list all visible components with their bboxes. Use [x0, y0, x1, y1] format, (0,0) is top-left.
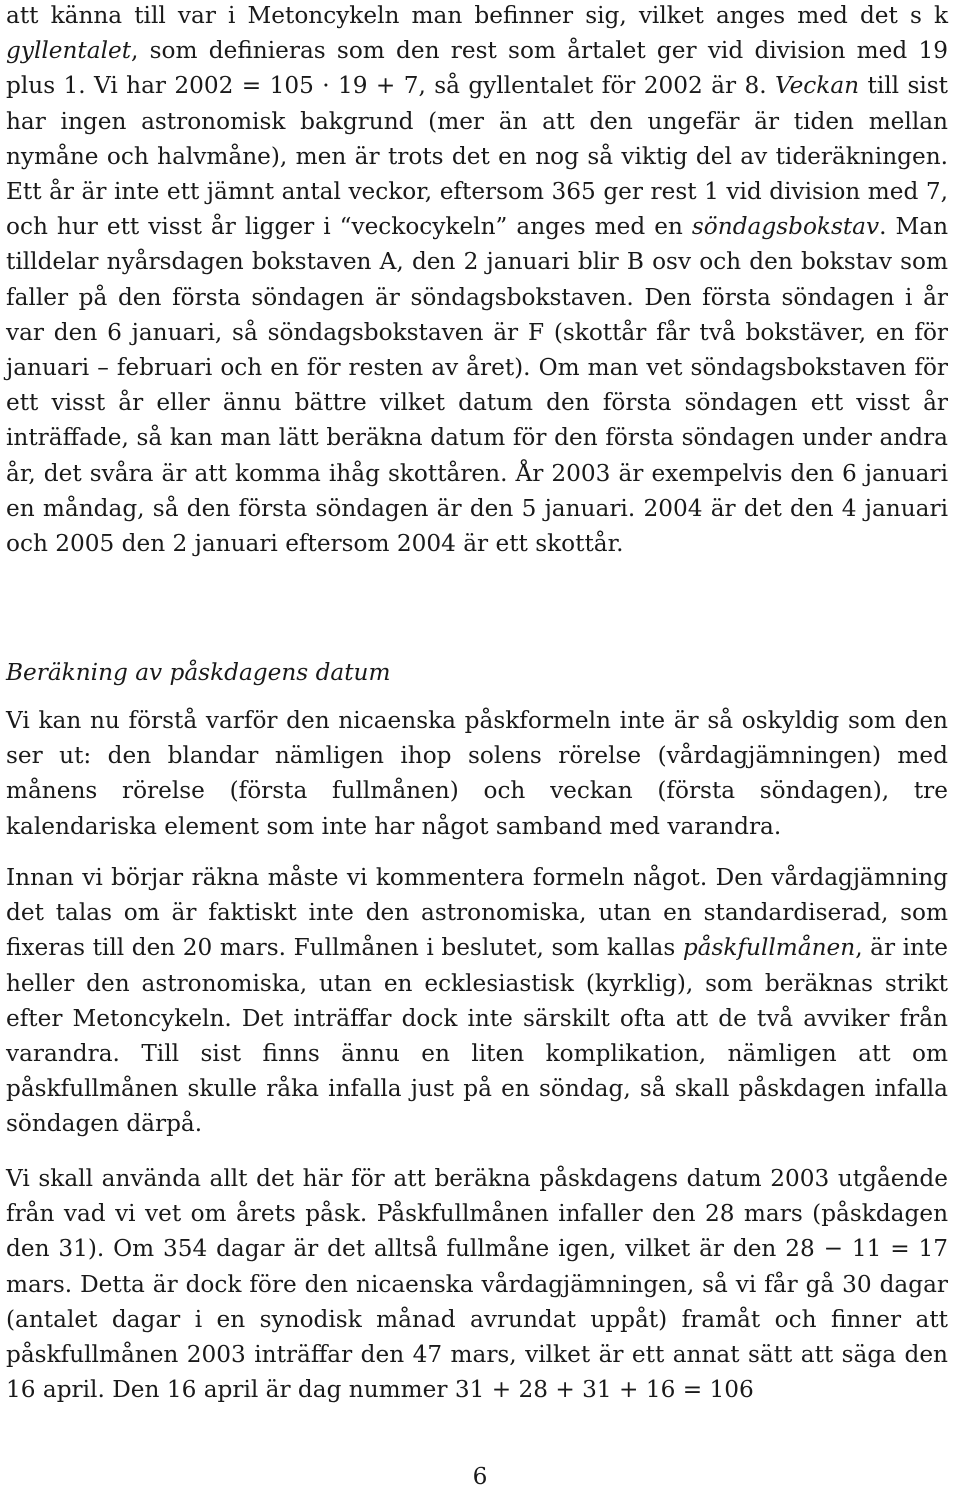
- paragraph-formula-comments: [6, 860, 948, 1142]
- paragraph-easter-formula: Vi kan nu förstå varför den nicaenska påskformeln inte är så oskyldig som den ser ut: den blandar nämligen ihop solens rörelse (vårdagjämningen) med månens rörelse (första fullmånen) och veckan (första söndagen), tre kalendariska element som inte har något samband med varandra.: [6, 707, 948, 840]
- term-veckan: Veckan: [774, 72, 860, 100]
- text-span: till sist har ingen astronomisk bakgrund (mer än att den ungefär är tiden mellan nymåne och halvmåne), men är trots det en nog så viktig del av tideräkningen. Ett år är inte ett jämnt antal veckor, eftersom 365 ger rest 1 vid division med 7, och hur ett visst år ligger i “veckocykeln” anges med en: [6, 72, 948, 241]
- term-paskfullmanen: påskfullmånen: [682, 934, 856, 962]
- paragraph-metoncycle-week: [6, 0, 948, 561]
- text-span: Innan vi börjar räkna måste vi kommentera formeln något. Den vårdagjämning det talas om är faktiskt inte den astronomiska, utan en standardiserad, som fixeras till den 20 mars. Fullmånen i beslutet, som kallas: [6, 864, 948, 962]
- text-span: . Man tilldelar nyårsdagen bokstaven A, den 2 januari blir B osv och den bokstav som faller på den första söndagen är söndagsbokstaven. Den första söndagen i år var den 6 januari, så söndagsbokstaven är F (skottår får två bokstäver, en för januari – februari och en för resten av året). Om man vet söndagsbokstaven för ett visst år eller ännu bättre vilket datum den första söndagen ett visst år inträffade, så kan man lätt beräkna datum för den första söndagen under andra år, det svåra är att komma ihåg skottåren. År 2003 är exempelvis den 6 januari en måndag, så den första söndagen är den 5 januari. 2004 är det den 4 januari och 2005 den 2 januari eftersom 2004 är ett skottår.: [6, 213, 949, 558]
- term-sondagsbokstav: söndagsbokstav: [691, 213, 880, 241]
- text-span: , som definieras som den rest som årtalet ger vid division med 19 plus 1. Vi har 2002 = 105 · 19 + 7, så gyllentalet för 2002 är 8.: [6, 37, 948, 100]
- page-number: 6: [472, 1463, 488, 1490]
- section-heading: Beräkning av påskdagens datum: [6, 659, 391, 686]
- text-span: , är inte heller den astronomiska, utan en ecklesiastisk (kyrklig), som beräknas strikt efter Metoncykeln. Det inträffar dock inte särskilt ofta att de två avviker från varandra. Till sist finns ännu en liten komplikation, nämligen att om påskfullmånen skulle råka infalla just på en söndag, så skall påskdagen infalla söndagen därpå.: [6, 934, 948, 1138]
- paragraph-easter-calculation: Vi skall använda allt det här för att beräkna påskdagens datum 2003 utgående från vad vi vet om årets påsk. Påskfullmånen infaller den 28 mars (påskdagen den 31). Om 354 dagar är det alltså fullmåne igen, vilket är den 28 − 11 = 17 mars. Detta är dock före den nicaenska vårdagjämningen, så vi får gå 30 dagar (antalet dagar i en synodisk månad avrundat uppåt) framåt och finner att påskfullmånen 2003 inträffar den 47 mars, vilket är ett annat sätt att säga den 16 april. Den 16 april är dag nummer 31 + 28 + 31 + 16 = 106: [6, 1165, 948, 1404]
- text-span: att känna till var i Metoncykeln man befinner sig, vilket anges med det s k: [6, 2, 948, 29]
- term-gyllentalet: gyllentalet: [6, 37, 132, 65]
